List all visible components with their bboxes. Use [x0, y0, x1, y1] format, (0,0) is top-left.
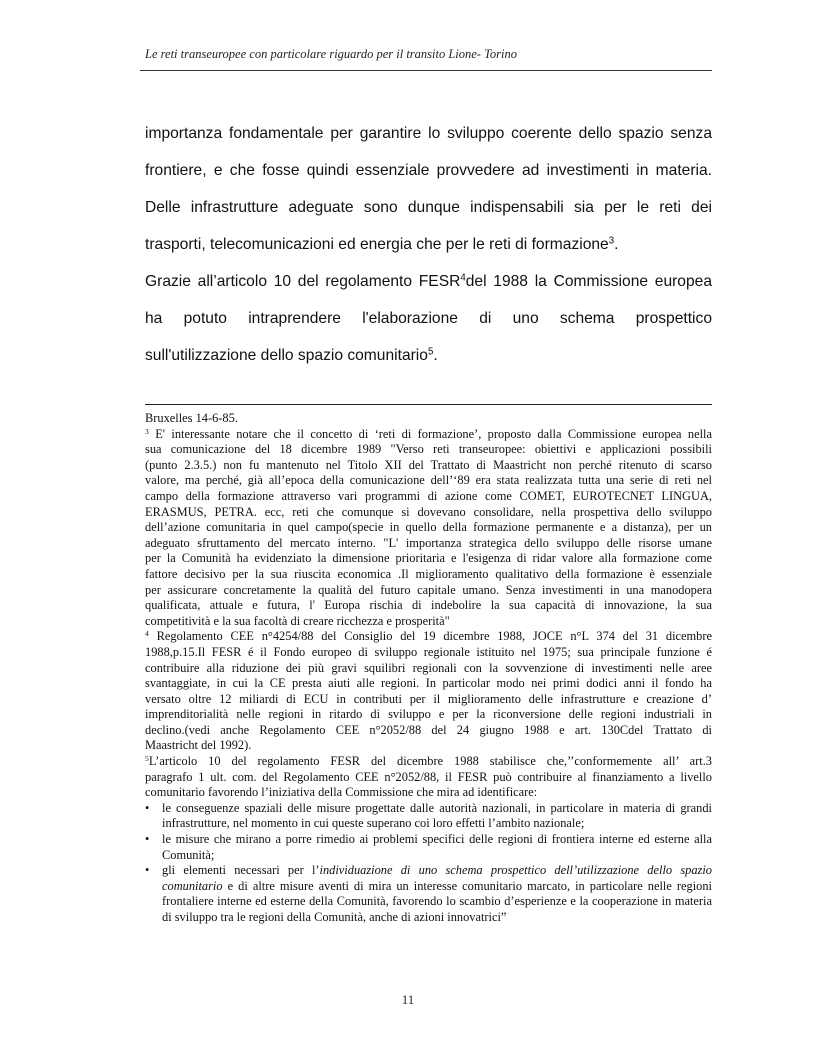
footnote-5: $^5$L’articolo 10 del regolamento FESR del dicembre 1988 stabilisce che,’’conformemente all’ art.3 paragrafo 1 ult. com. del Regolamento CEE n°2052/88, il FESR può contribuire al finanziamento a livello comunitario favorendo l’iniziativa della Commissione che mira ad identificare: • le conseguenze spaziali delle misure progettate dalle autorità nazionali, in particolare in materia di grandi infrastrutture, nel momento in cui queste superano coi loro effetti l’ambito nazionale; • le misure che mirano a porre rimedio ai problemi specifici delle regioni di frontiera interne ed esterne alla Comunità; • gli elementi necessari per l’individuazione di uno schema prospettico dell’utilizzazione dello spazio comunitario e di altre misure aventi di mira un interesse comunitario marcato, in particolare nelle regioni frontaliere interne ed esterne della Comunità, favorendo lo scambio d’esperienze e la cooperazione in materia di sviluppo tra le regioni della Comunità, anche di azioni innovatrici” — [145, 753, 712, 924]
footnote-separator — [145, 404, 712, 405]
footnotes — [145, 411, 712, 926]
list-item: • gli elementi necessari per l’individuazione di uno schema prospettico dell’utilizzazione dello spazio comunitario e di altre misure aventi di mira un interesse comunitario marcato, in particolare nelle regioni frontaliere interne ed esterne della Comunità, favorendo lo scambio d’esperienze e la cooperazione in materia di sviluppo tra le regioni della Comunità, anche di azioni innovatrici” — [145, 863, 712, 924]
bullet-icon: • — [145, 832, 150, 847]
body-line: Grazie all’articolo 10 del regolamento FESR$^4$del 1988 la Commissione europea — [145, 272, 713, 290]
list-item: • le misure che mirano a porre rimedio ai problemi specifici delle regioni di frontiera interne ed esterne alla Comunità; — [145, 832, 712, 862]
body-line: ha potuto intraprendere l'elaborazione di uno schema prospettico — [145, 310, 712, 327]
footnote-ref: 4 — [460, 272, 466, 284]
bullet-icon: • — [145, 863, 150, 878]
footnote-continuation: Bruxelles 14-6-85. — [145, 411, 238, 425]
body-line: Delle infrastrutture adeguate sono dunque indispensabili sia per le reti dei — [145, 199, 712, 216]
body-line: trasporti, telecomunicazioni ed energia che per le reti di formazione$^3$. — [145, 235, 619, 253]
footnote-number: 4 — [145, 629, 149, 639]
footnote-3: $^3$ E' interessante notare che il concetto di ‘reti di formazione’, proposto dalla Commissione europea nella sua comunicazione del 18 dicembre 1989 "Verso reti transeuropee: obiettivi e applicazioni possibili (punto 2.3.5.) non fu mantenuto nel Titolo XII del Trattato di Maastricht non perché ritenuto di scarso valore, ma perché, già all’epoca della comunicazione dell’‘89 era stata realizzata tutta una serie di reti nel campo della formazione attraverso vari programmi di azione come COMET, EUROTECNET LINGUA, ERASMUS, PETRA. ecc, reti che comunque si dovevano consolidare, nella prospettiva dello sviluppo dell’azione comunitaria in quel campo(specie in quello della formazione permanente e a distanza), per un adeguato sfruttamento del mercato interno. "L' importanza strategica dello sviluppo delle risorse umane per la Comunità ha evidenziato la dimensione prioritaria e l'esigenza di ridar valore alla formazione come fattore decisivo per la sua riuscita economica .Il miglioramento qualitativo della formazione è essenziale per assicurare concretamente la qualità del futuro capitale umano. Senza investimenti in una manodopera qualificata, attuale e futura, l' Europa rischia di indebolire la sua capacità di innovazione, la sua competitività e la sua facoltà di creare ricchezza e prosperità" — [145, 426, 713, 628]
footnote-number: 3 — [145, 426, 149, 436]
bullet-icon: • — [145, 800, 150, 815]
footnote-4: $^4$ Regolamento CEE n°4254/88 del Consiglio del 19 dicembre 1988, JOCE n°L 374 del 31 dicembre 1988,p.15.Il FESR é il Fondo europeo di sviluppo regionale istituito nel 1975; sua principale funzione é contribuire alla riduzione dei più gravi squilibri regionali con la sovvenzione di investimenti nelle aree svantaggiate, in cui la CE presta aiuti alle regioni. In particolar modo nei primi dodici anni il fondo ha versato oltre 12 miliardi di ECU in contributi per il miglioramento delle infrastrutture e creazione d’ imprenditorialità nelle regioni in ritardo di sviluppo e per la riconversione delle regioni industriali in declino.(vedi anche Regolamento CEE n°2052/88 del 24 giugno 1988 e art. 130Cdel Trattato di Maastricht del 1992). — [145, 629, 712, 753]
footnote-ref: 3 — [608, 235, 615, 247]
footnote-ref: 5 — [427, 346, 434, 358]
page-number: 11 — [401, 992, 415, 1007]
list-item: • le conseguenze spaziali delle misure progettate dalle autorità nazionali, in particolare in materia di grandi infrastrutture, nel momento in cui queste superano coi loro effetti l’ambito nazionale; — [145, 800, 712, 831]
header-rule — [140, 70, 712, 71]
body-text — [145, 119, 712, 378]
footnote-number: 5 — [145, 753, 149, 763]
body-line: frontiere, e che fosse quindi essenziale provvedere ad investimenti in materia. — [145, 162, 712, 179]
body-line: importanza fondamentale per garantire lo sviluppo coerente dello spazio senza — [145, 125, 712, 142]
running-header: Le reti transeuropee con particolare riguardo per il transito Lione- Torino — [145, 47, 517, 61]
body-line: sull'utilizzazione dello spazio comunitario$^5$. — [145, 346, 438, 364]
